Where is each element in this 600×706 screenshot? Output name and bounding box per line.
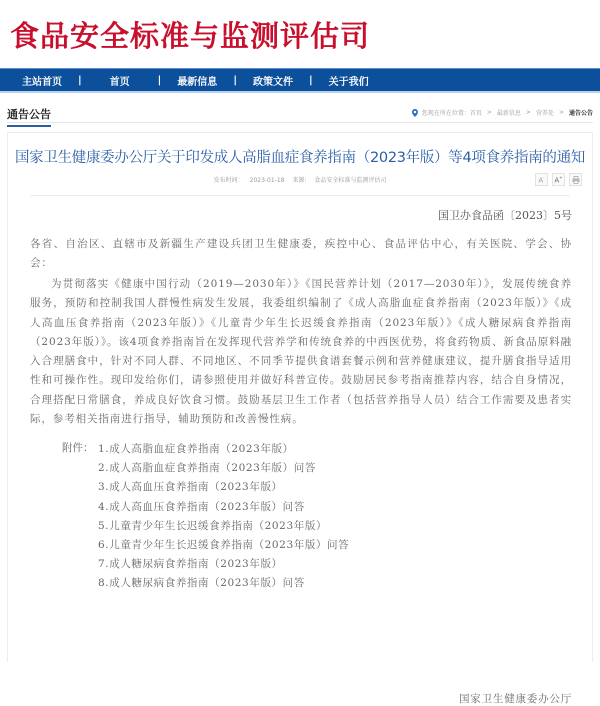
attachment-link[interactable]: 5.儿童青少年生长迟缓食养指南（2023年版） [98,519,328,532]
font-larger-icon: A+ [554,174,563,185]
salutation: 各省、自治区、直辖市及新疆生产建设兵团卫生健康委，疾控中心、食品评估中心，有关医院、学会、协会： [30,238,572,270]
breadcrumb-arrow: > [486,109,492,116]
nav-separator: | [157,74,162,86]
breadcrumb-home[interactable]: 首页 [469,110,482,117]
location-pin-icon [412,109,418,117]
breadcrumb-latest-info[interactable]: 最新信息 [496,110,521,117]
print-icon [572,176,580,184]
publish-date: 2023-01-18 [249,177,285,184]
breadcrumb [412,108,593,117]
publish-date-label: 发布时间： 2023-01-18 [213,177,285,184]
nav-separator: | [233,74,237,86]
document-number: 国卫办食品函〔2023〕5号 [438,209,572,222]
attachment-link[interactable]: 3.成人高血压食养指南（2023年版） [98,481,283,494]
print-button[interactable] [569,173,582,186]
attachment-link[interactable]: 2.成人高脂血症食养指南（2023年版）问答 [98,462,316,475]
article-tools [535,173,582,186]
signature: 国家卫生健康委办公厅 [459,693,572,705]
breadcrumb-prefix: 您现在所在位置： [421,110,470,117]
breadcrumb-nutrition-division[interactable]: 营养处 [535,110,554,117]
breadcrumb-arrow: > [525,109,531,116]
breadcrumb-current[interactable]: 通告公告 [568,110,593,117]
attachment-link[interactable]: 1.成人高脂血症食养指南（2023年版） [98,443,294,455]
section-title: 通告公告 [7,106,51,127]
article-meta [8,175,592,184]
nav-item-main-home[interactable]: 主站首页 [22,76,62,88]
font-larger-button[interactable] [552,173,565,186]
title-divider [30,195,570,196]
nav-separator: | [78,74,82,86]
breadcrumb-arrow: > [558,109,564,116]
source-name: 食品安全标准与监测评估司 [314,177,387,184]
article-title: 国家卫生健康委办公厅关于印发成人高脂血症食养指南（2023年版）等4项食养指南的通知 [14,150,586,166]
font-smaller-button[interactable] [535,173,548,186]
site-title: 食品安全标准与监测评估司 [10,19,371,53]
attachment-link[interactable]: 4.成人高血压食养指南（2023年版）问答 [98,500,305,513]
nav-separator: | [308,74,313,86]
nav-item-home[interactable]: 首页 [109,76,130,88]
nav-item-latest-info[interactable]: 最新信息 [177,76,218,88]
font-smaller-icon: A- [538,174,545,185]
attachment-link[interactable]: 8.成人糖尿病食养指南（2023年版）问答 [98,577,305,590]
attachment-link[interactable]: 7.成人糖尿病食养指南（2023年版） [98,558,283,571]
section-header [7,103,593,123]
attachment-list [98,440,349,594]
attachments-label: 附件： [62,442,94,454]
attachment-link[interactable]: 6.儿童青少年生长迟缓食养指南（2023年版）问答 [98,539,350,552]
nav-item-policy-documents[interactable]: 政策文件 [252,76,293,88]
main-nav [0,68,600,93]
body-paragraph: 为贯彻落实《健康中国行动（2019—2030年）》《国民营养计划（2017—2030年）》，发展传统食养服务，预防和控制我国人群慢性病发生发展，我委组织编制了《成人高脂血症食养指南（2023年版）》《成人高血压食养指南（2023年版）》《儿童青少年生长迟缓食养指南（2023年版）》《成人糖尿病食养指南（2023年版）》。该4项食养指南旨在发挥现代营养学和传统食养的中西医优势，将食药物质、新食品原料融入合理膳食中，针对不同人群、不同地区、不同季节提供食谱套餐示例和营养健康建议，提升膳食指导适用性和可操作性。现印发给你们，请参照使用并做好科普宣传。鼓励居民参考指南推荐内容，结合自身情况，合理搭配日常膳食，养成良好饮食习惯。鼓励基层卫生工作者（包括营养指导人员）结合工作需要及患者实际，参考相关指南进行指导，辅助预防和改善慢性病。 [30,278,572,426]
nav-item-about-us[interactable]: 关于我们 [328,76,369,88]
source-info: 来源: 食品安全标准与监测评估司 [292,177,387,184]
article-panel [7,132,593,705]
